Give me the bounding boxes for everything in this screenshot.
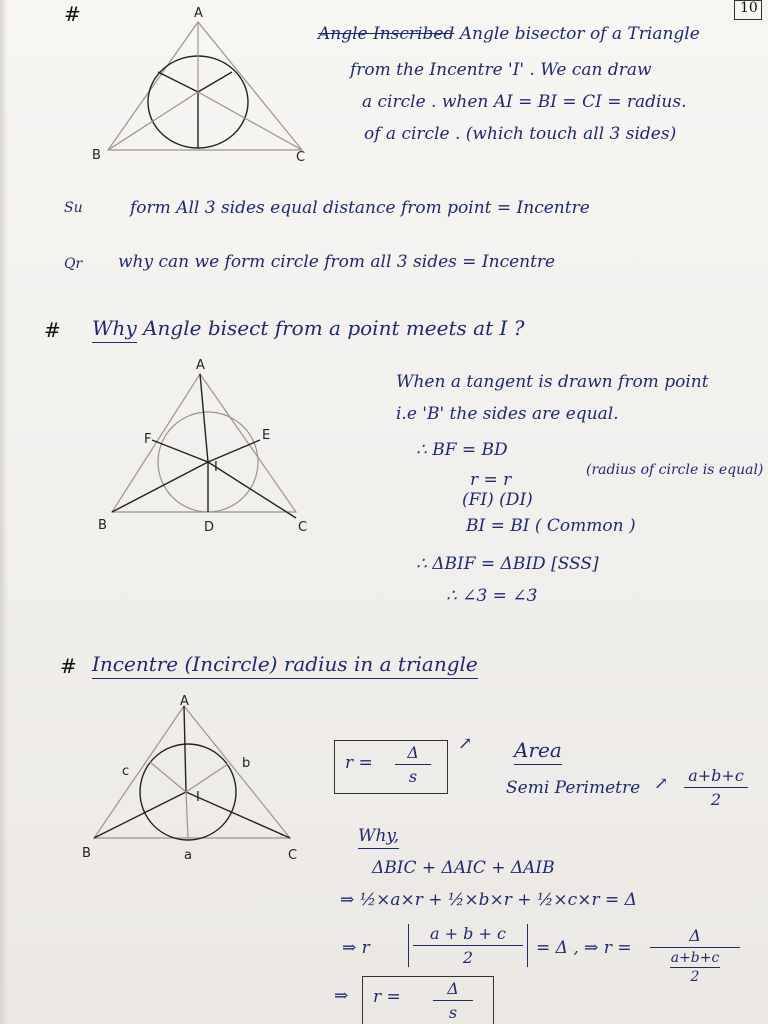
bisector-3-c [186, 792, 290, 838]
bracket-num: a + b + c [430, 924, 506, 943]
triangle-sum-line: ΔBIC + ΔAIC + ΔAIB [372, 858, 555, 878]
arrow-2: ↗ [654, 774, 669, 794]
section1-line-1-text: Angle bisector of a Triangle [459, 24, 700, 44]
final-formula-box [362, 976, 494, 1024]
why-label: Why, [358, 826, 399, 849]
section2-heading-why: Why [92, 316, 137, 343]
side-a-3: a [184, 848, 192, 863]
radius-2-e [208, 440, 260, 462]
bisector-2-b [112, 462, 208, 512]
arrow-1: ↗ [458, 734, 473, 754]
formula-den: s [408, 767, 418, 786]
final-bar [650, 947, 740, 948]
proof-line-2: i.e 'B' the sides are equal. [396, 404, 619, 424]
semi-bar [684, 787, 748, 788]
semi-perimetre-word: Semi Perimetre [506, 778, 641, 798]
page-edge-shadow [0, 0, 8, 1024]
final-den-num: a+b+c [670, 950, 720, 966]
formula-r: r = [345, 753, 373, 773]
page-number-box [734, 0, 762, 20]
section3-hash: # [60, 654, 77, 678]
section1-line-3: a circle . when AI = BI = CI = radius. [362, 92, 687, 112]
point-f-2: F [144, 432, 152, 447]
vertex-c-3: C [288, 848, 298, 863]
qa-text-1: form All 3 sides equal distance from point = Incentre [130, 198, 590, 218]
radius-3-a [186, 792, 188, 838]
qa-tag-2: Qr [64, 256, 83, 272]
vertex-b-1: B [92, 148, 101, 163]
incentre-i-2: I [214, 460, 218, 475]
radius-1-left [158, 72, 198, 92]
final-fraction [650, 926, 740, 985]
formula-box-r [334, 740, 448, 794]
triangle-2-outline [112, 374, 296, 512]
point-d-2: D [204, 520, 215, 535]
section2-heading [92, 316, 524, 340]
side-c-3: c [122, 764, 130, 779]
proof-line-6: BI = BI ( Common ) [466, 516, 636, 536]
bracket-bar [413, 945, 523, 946]
semi-den: 2 [710, 790, 722, 809]
vertex-c-1: C [296, 150, 306, 165]
section1-hash: # [64, 2, 81, 26]
final-box-bar [433, 1000, 473, 1001]
proof-line-4: r = r [470, 470, 512, 490]
section2-hash: # [44, 318, 61, 342]
struck-word: Angle Inscribed [318, 24, 455, 44]
final-r: r = [373, 987, 401, 1007]
vertex-a-1: A [194, 6, 203, 21]
page-number: 10 [740, 0, 758, 16]
vertex-b-3: B [82, 846, 91, 861]
area-word: Area [514, 738, 562, 765]
radius-3-b [186, 764, 228, 792]
proof-line-7: ∴ ΔBIF = ΔBID [SSS] [416, 554, 599, 574]
proof-line-1: When a tangent is drawn from point [396, 372, 709, 392]
radius-2-f [152, 440, 208, 462]
final-den-bar [670, 967, 720, 968]
vertex-c-2: C [298, 520, 308, 535]
proof-line-3: ∴ BF = BD [416, 440, 508, 460]
section3-heading: Incentre (Incircle) radius in a triangle [92, 652, 478, 679]
section1-line-4: of a circle . (which touch all 3 sides) [364, 124, 677, 144]
final-den-den: 2 [690, 969, 700, 985]
bracket-den: 2 [462, 948, 474, 967]
semi-fraction [684, 766, 748, 809]
radius-1-right [198, 72, 232, 92]
proof-note: (radius of circle is equal) [586, 462, 764, 478]
vertex-a-2: A [196, 358, 205, 373]
qa-tag-1: Su [64, 200, 83, 216]
proof-line-5: (FI) (DI) [462, 490, 533, 510]
triangle-diagram-2 [100, 360, 320, 530]
incentre-i-3: I [196, 790, 200, 805]
formula-bar [395, 764, 431, 765]
final-num: Δ [689, 926, 701, 945]
qa-text-2: why can we form circle from all 3 sides = Incentre [118, 252, 556, 272]
final-box-fraction [433, 979, 473, 1022]
final-arrow: ⇒ [334, 986, 349, 1006]
final-box-den: s [448, 1003, 458, 1022]
final-box-num: Δ [447, 979, 459, 998]
half-area-line: ⇒ ½×a×r + ½×b×r + ½×c×r = Δ [340, 890, 637, 910]
section2-heading-rest: Angle bisect from a point meets at I ? [143, 316, 525, 340]
bracket-fraction [408, 924, 528, 967]
bracket-pre: ⇒ r [342, 938, 370, 958]
section1-line-2: from the Incentre 'I' . We can draw [350, 60, 652, 80]
section1-line-1 [318, 24, 700, 44]
point-e-2: E [262, 428, 271, 443]
bracket-post: = Δ , ⇒ r = [536, 938, 632, 958]
semi-num: a+b+c [688, 766, 744, 785]
proof-line-8: ∴ ∠3 = ∠3 [446, 586, 538, 606]
bisector-1-b [108, 92, 198, 150]
bisector-2-a [200, 374, 208, 462]
bisector-1-c [198, 92, 302, 150]
bisector-2-c [208, 462, 296, 518]
triangle-diagram-1 [80, 0, 320, 170]
vertex-b-2: B [98, 518, 107, 533]
vertex-a-3: A [180, 694, 189, 709]
bisector-3-a [184, 706, 186, 792]
formula-fraction [395, 743, 431, 786]
formula-num: Δ [407, 743, 419, 762]
radius-3-c [150, 762, 186, 792]
side-b-3: b [242, 756, 251, 771]
